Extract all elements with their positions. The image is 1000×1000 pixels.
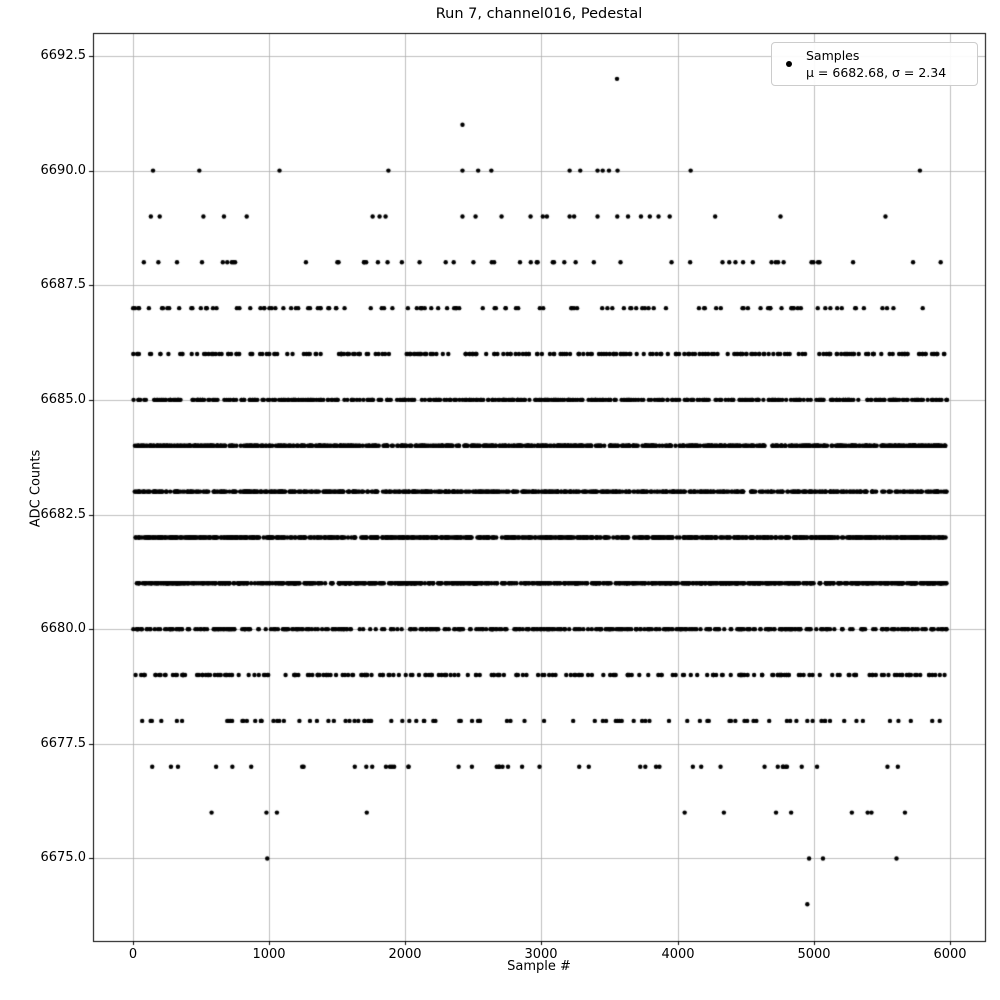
sample-dot-icon (786, 61, 792, 67)
x-tick-label: 0 (128, 947, 138, 962)
x-tick-label: 4000 (661, 947, 695, 962)
x-tick-label: 6000 (933, 947, 967, 962)
chart-title: Run 7, channel016, Pedestal (435, 6, 643, 22)
y-tick-label: 6685.0 (40, 392, 86, 407)
y-tick-label: 6692.5 (40, 48, 86, 63)
x-axis-label: Sample # (507, 959, 571, 974)
y-tick-label: 6690.0 (40, 163, 86, 178)
y-tick-label: 6677.5 (40, 736, 86, 751)
legend-label-stats: μ = 6682.68, σ = 2.34 (806, 65, 947, 80)
x-tick-label: 1000 (252, 947, 286, 962)
y-axis-label: ADC Counts (28, 449, 44, 528)
legend-label-samples: Samples (806, 48, 860, 63)
legend (771, 42, 978, 86)
x-tick-label: 2000 (388, 947, 422, 962)
legend-marker-handle (772, 61, 806, 67)
y-tick-label: 6675.0 (40, 850, 86, 865)
y-tick-label: 6680.0 (40, 621, 86, 636)
legend-text (806, 47, 946, 81)
y-tick-label: 6687.5 (40, 277, 86, 292)
x-tick-label: 5000 (797, 947, 831, 962)
y-tick-label: 6682.5 (40, 507, 86, 522)
x-tick-label: 3000 (524, 947, 558, 962)
